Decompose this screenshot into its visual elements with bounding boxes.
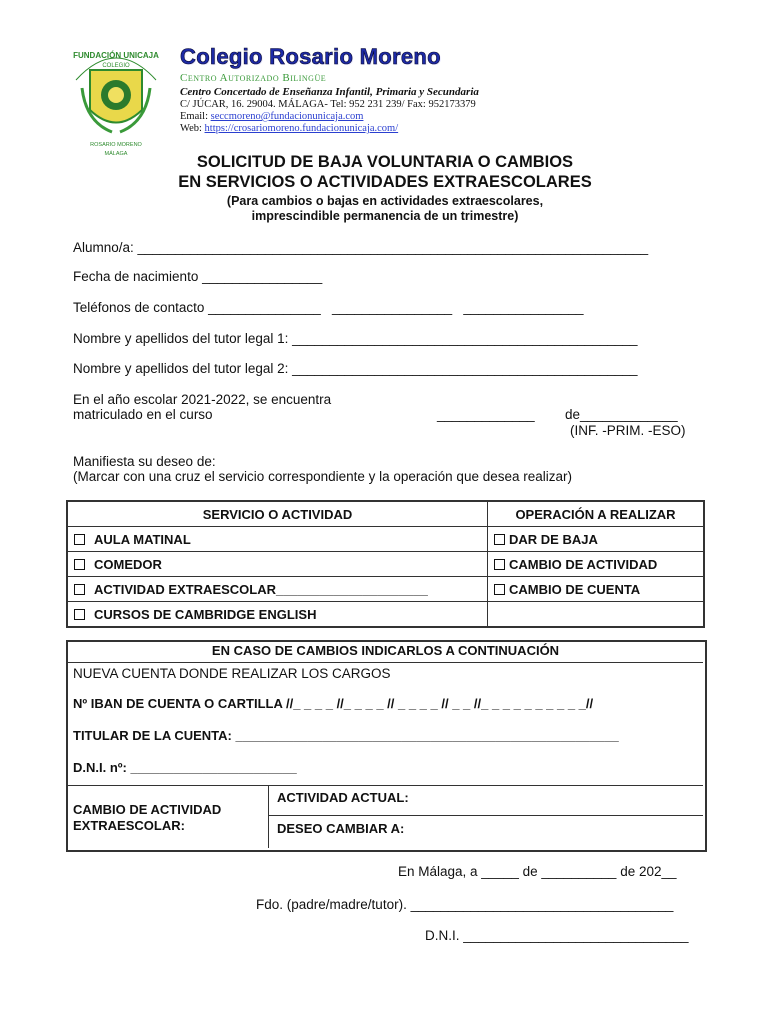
form-title-line-2: EN SERVICIOS O ACTIVIDADES EXTRAESCOLARES [178,173,592,191]
divider [68,785,703,786]
actividad-actual-field[interactable]: ACTIVIDAD ACTUAL: [277,790,409,805]
empty-cell [488,602,705,628]
operation-dar-de-baja[interactable] [488,527,705,552]
service-aula-matinal[interactable] [67,527,488,552]
checkbox-icon[interactable] [494,559,505,570]
telefonos-field[interactable]: Teléfonos de contacto _______________ ________________ ________________ [73,300,584,315]
form-note-line-1: (Para cambios o bajas en actividades extraescolares, [226,194,544,208]
tutor-1-field[interactable]: Nombre y apellidos del tutor legal 1: ______________________________________________ [73,331,638,346]
service-label: AULA MATINAL [94,531,191,547]
email-line [180,111,363,122]
services-table [66,500,705,628]
tutor-2-field[interactable]: Nombre y apellidos del tutor legal 2: ______________________________________________ [73,361,638,376]
operation-column-header: OPERACIÓN A REALIZAR [488,501,705,527]
logo-college-text: COLEGIO [102,63,130,69]
logo-foundation-text: FUNDACIÓN UNICAJA [73,51,159,60]
checkbox-icon[interactable] [494,534,505,545]
instructions-text: (Marcar con una cruz el servicio correspondiente y la operación que desea realizar) [73,469,572,484]
alumno-field[interactable]: Alumno/a: ____________________________________________________________________ [73,240,649,255]
service-label: CURSOS DE CAMBRIDGE ENGLISH [94,606,317,622]
email-label: Email: [180,111,211,122]
logo-city-text: MÁLAGA [104,151,128,157]
operation-label: DAR DE BAJA [509,531,598,547]
nueva-cuenta-text: NUEVA CUENTA DONDE REALIZAR LOS CARGOS [73,666,391,681]
service-comedor[interactable] [67,552,488,577]
checkbox-icon[interactable] [74,584,85,595]
logo-school-text: ROSARIO MORENO [90,142,142,148]
extraescolar-label: EXTRAESCOLAR: [73,818,185,833]
service-cambridge[interactable] [67,602,488,628]
service-column-header: SERVICIO O ACTIVIDAD [67,501,488,527]
web-link[interactable]: https://crosariomoreno.fundacionunicaja.com/ [204,123,399,134]
checkbox-icon[interactable] [74,534,85,545]
curso-field[interactable]: _____________ [437,407,535,422]
checkbox-icon[interactable] [74,609,85,620]
table-row [67,602,704,628]
service-label: COMEDOR [94,556,162,572]
school-type: Centro Concertado de Enseñanza Infantil, Primaria y Secundaria [180,86,479,98]
table-row [67,577,704,602]
manifiesta-text: Manifiesta su deseo de: [73,454,216,469]
iban-field[interactable]: Nº IBAN DE CUENTA O CARTILLA //_ _ _ _ //_ _ _ _ // _ _ _ _ // _ _ //_ _ _ _ _ _ _ _ _ _// [73,696,594,711]
service-actividad-extraescolar[interactable] [67,577,488,602]
email-link[interactable]: seccmoreno@fundacionunicaja.com [210,111,364,122]
school-name: Colegio Rosario Moreno [180,44,441,69]
operation-cambio-cuenta[interactable] [488,577,705,602]
dni-firmante-field[interactable]: D.N.I. ______________________________ [425,928,689,943]
school-year-text: En el año escolar 2021-2022, se encuentra [73,392,332,407]
dni-cuenta-field[interactable]: D.N.I. nº: _______________________ [73,760,297,775]
divider [268,785,269,848]
checkbox-icon[interactable] [494,584,505,595]
web-label: Web: [180,123,205,134]
school-subtitle: Centro Autorizado Bilingüe [180,72,327,84]
deseo-cambiar-field[interactable]: DESEO CAMBIAR A: [277,821,405,836]
table-row [67,552,704,577]
fecha-nacimiento-field[interactable]: Fecha de nacimiento ________________ [73,269,323,284]
etapa-field[interactable]: de_____________ [565,407,678,422]
school-address: C/ JÚCAR, 16. 29004. MÁLAGA- Tel: 952 231 239/ Fax: 952173379 [180,99,476,110]
firma-field[interactable]: Fdo. (padre/madre/tutor). ___________________________________ [256,897,674,912]
form-note-line-2: imprescindible permanencia de un trimestre) [251,209,519,223]
changes-header: EN CASO DE CAMBIOS INDICARLOS A CONTINUACIÓN [68,642,703,663]
checkbox-icon[interactable] [74,559,85,570]
form-title-line-1: SOLICITUD DE BAJA VOLUNTARIA O CAMBIOS [196,153,574,171]
lugar-fecha-field[interactable]: En Málaga, a _____ de __________ de 202__ [398,864,677,879]
table-row [67,527,704,552]
web-line [180,123,398,134]
titular-field[interactable]: TITULAR DE LA CUENTA: _____________________________________________________ [73,728,619,743]
enrolled-course-text: matriculado en el curso [73,407,213,422]
service-label: ACTIVIDAD EXTRAESCOLAR_____________________ [94,581,428,597]
operation-cambio-actividad[interactable] [488,552,705,577]
operation-label: CAMBIO DE CUENTA [509,581,641,597]
etapa-options-text: (INF. -PRIM. -ESO) [570,423,686,438]
divider [268,815,703,816]
operation-label: CAMBIO DE ACTIVIDAD [509,556,658,572]
cambio-actividad-label: CAMBIO DE ACTIVIDAD [73,802,222,817]
school-logo [72,40,160,160]
